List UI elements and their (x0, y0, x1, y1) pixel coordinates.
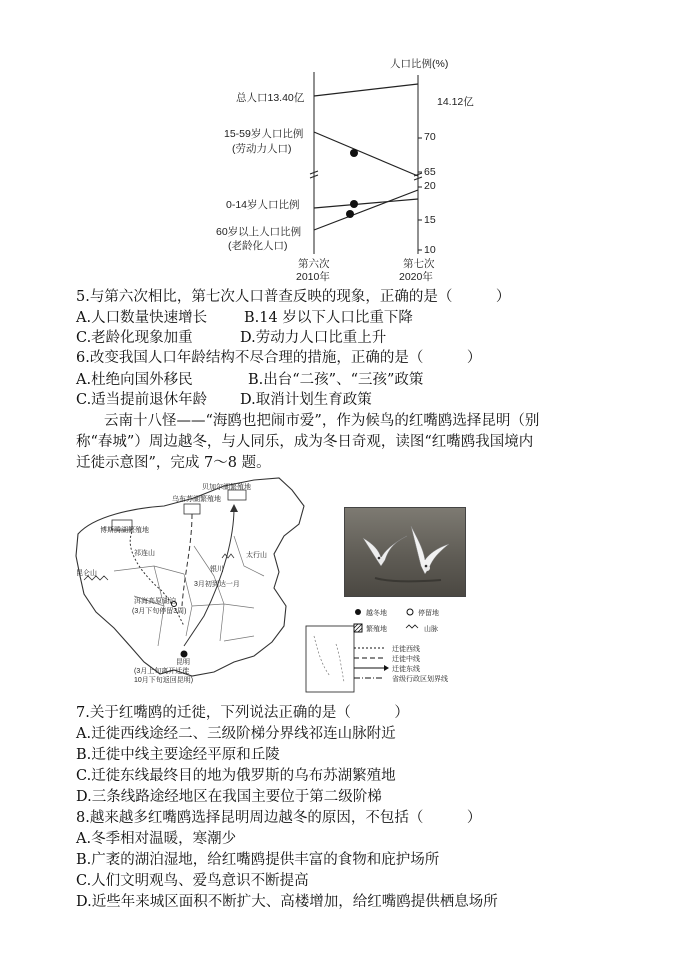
q7-option-d: D.三条线路途经地区在我国主要位于第二级阶梯 (76, 789, 382, 805)
q6-option-c: C.适当提前退休年龄 (76, 392, 208, 408)
tick-label: 15 (424, 214, 436, 226)
legend-east: 迁徙东线 (392, 666, 420, 673)
q5-option-c: C.老龄化现象加重 (76, 330, 193, 346)
aged-sub-label: (老龄化人口) (228, 240, 288, 252)
line-total-population (314, 84, 418, 96)
total-2020-label: 14.12亿 (437, 96, 474, 108)
line-aged (314, 190, 418, 230)
q6-option-a: A.杜绝向国外移民 (76, 372, 193, 388)
legend-stop: 停留地 (418, 610, 439, 617)
q7-option-b: B.迁徙中线主要途经平原和丘陵 (76, 747, 280, 763)
q5-option-d: D.劳动力人口比重上升 (240, 330, 387, 346)
map-label-kunming-time: (3月上旬离开迁徙 (134, 668, 190, 675)
aged-label: 60岁以上人口比例 (216, 226, 302, 238)
q7-option-a: A.迁徙西线途经二、三级阶梯分界线祁连山脉附近 (76, 726, 396, 742)
q8-option-b: B.广袤的湖泊湿地，给红嘴鸥提供丰富的食物和庇护场所 (76, 852, 440, 868)
q8-option-c: C.人们文明观鸟、爱鸟意识不断提高 (76, 873, 309, 889)
legend-winter: 越冬地 (366, 610, 387, 617)
gull-photo (344, 507, 466, 597)
q7-stem: 7.关于红嘴鸥的迁徙，下列说法正确的是（ ） (76, 705, 409, 721)
q6-stem: 6.改变我国人口年龄结构不尽合理的措施，正确的是（ ） (76, 350, 482, 366)
q8-option-d: D.近些年来城区面积不断扩大、高楼增加，给红嘴鸥提供栖息场所 (76, 894, 498, 910)
map-label-yinchuan: 银川 (210, 566, 224, 573)
q5-stem: 5.与第六次相比，第七次人口普查反映的现象，正确的是（ ） (76, 289, 511, 305)
legend-border: 省级行政区划界线 (392, 676, 448, 683)
child-label: 0-14岁人口比例 (226, 199, 300, 211)
map-label-kunlun: 昆仑山 (76, 570, 97, 577)
q5-option-b: B.14 岁以下人口比重下降 (244, 310, 413, 326)
y-unit-label: 人口比例(%) (390, 58, 449, 70)
map-legend (350, 602, 480, 692)
map-label-erhai: 洱海高原湖泊 (134, 598, 176, 605)
intro-line-2: 称“春城”）周边越冬，与人同乐，成为冬日奇观，读图“红嘴鸥我国境内 (76, 434, 534, 450)
q7-option-c: C.迁徙东线最终目的地为俄罗斯的乌布苏湖繁殖地 (76, 768, 396, 784)
legend-mid: 迁徙中线 (392, 656, 420, 663)
tick-label: 10 (424, 244, 436, 256)
gull-photo-art (345, 508, 465, 596)
x-label-2020: 第七次 (403, 258, 435, 270)
map-label-taihang: 太行山 (246, 552, 267, 559)
intro-line-3: 迁徙示意图”，完成 7～8 题。 (76, 455, 271, 471)
legend-breed: 繁殖地 (366, 626, 387, 633)
map-label-kunming: 昆明 (176, 659, 190, 666)
tick-label: 70 (424, 131, 436, 143)
line-labor (314, 132, 418, 176)
point-aged (346, 210, 354, 218)
q8-option-a: A.冬季相对温暖，寒潮少 (76, 831, 237, 847)
q6-option-b: B.出台“二孩”、“三孩”政策 (248, 372, 424, 388)
q6-option-d: D.取消计划生育政策 (240, 392, 372, 408)
map-label-qilian: 祁连山 (134, 550, 155, 557)
point-child (350, 200, 358, 208)
map-label-kunming-time2: 10月下旬返回昆明) (134, 677, 194, 684)
x-label-2010: 第六次 (298, 258, 330, 270)
map-label-baikal: 贝加尔湖繁殖地 (202, 484, 251, 491)
labor-sub-label: (劳动力人口) (232, 143, 292, 155)
x-year-2010: 2010年 (296, 271, 330, 283)
q8-stem: 8.越来越多红嘴鸥选择昆明周边越冬的原因，不包括（ ） (76, 810, 482, 826)
population-chart (200, 40, 490, 290)
tick-label: 20 (424, 180, 436, 192)
legend-west: 迁徙西线 (392, 646, 420, 653)
intro-line-1: 云南十八怪——“海鸥也把闹市爱”，作为候鸟的红嘴鸥选择昆明（别 (104, 413, 540, 429)
point-labor (350, 149, 358, 157)
line-child (314, 199, 418, 208)
map-label-east-time: 3月初到达一月 (194, 581, 240, 588)
q5-option-a: A.人口数量快速增长 (76, 310, 208, 326)
legend-mountain: 山脉 (424, 626, 438, 633)
tick-label: 65 (424, 166, 436, 178)
map-label-bositeng: 博斯腾湖繁殖地 (100, 527, 149, 534)
x-year-2020: 2020年 (399, 271, 433, 283)
map-label-wubusu: 乌布苏湖繁殖地 (172, 496, 221, 503)
labor-label: 15-59岁人口比例 (224, 128, 304, 140)
map-label-erhai-time: (3月下旬停留3周) (132, 608, 187, 615)
total-label: 总人口13.40亿 (236, 92, 305, 104)
